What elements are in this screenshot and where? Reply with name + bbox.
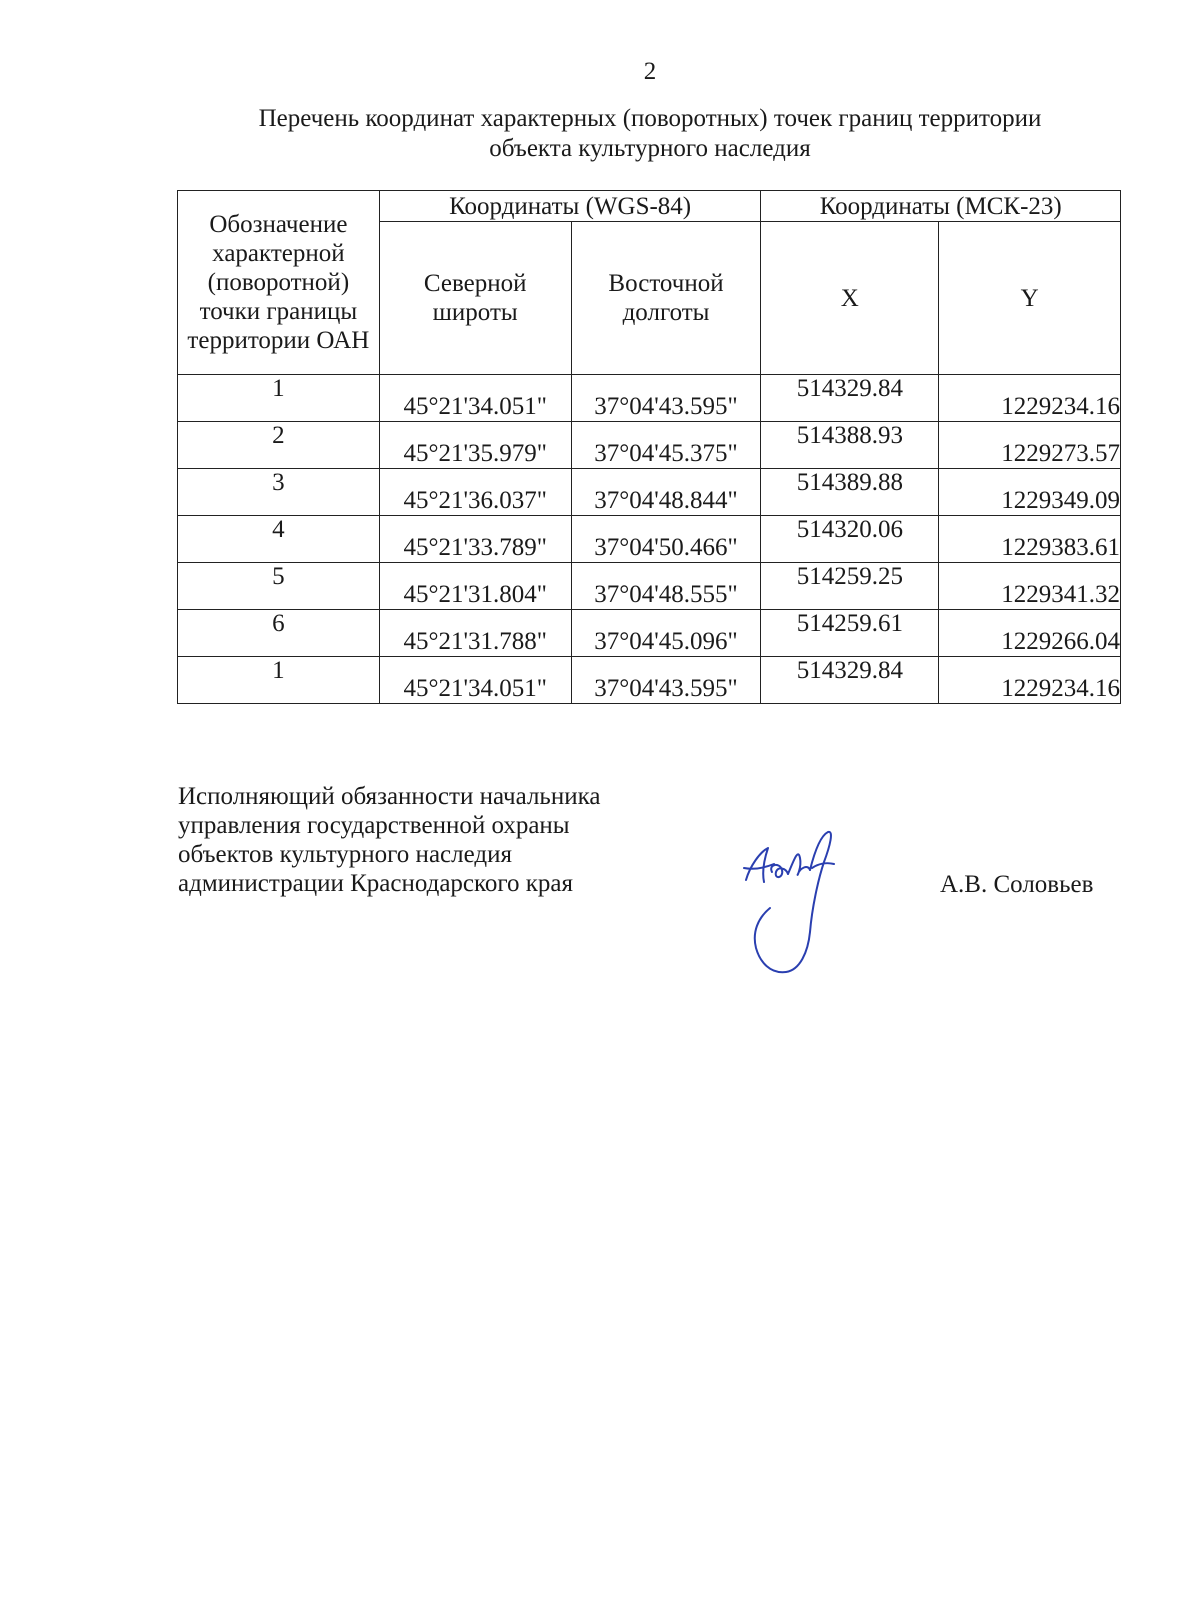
cell-longitude: 37°04'45.096"	[571, 610, 761, 657]
cell-point: 1	[178, 657, 380, 704]
table-row	[178, 516, 1121, 563]
header-longitude: Восточной долготы	[571, 222, 761, 375]
header-point-designation: Обозначение характерной (поворотной) точки границы территории ОАН	[178, 191, 380, 375]
cell-point: 6	[178, 610, 380, 657]
header-y: Y	[939, 222, 1121, 375]
coordinates-table	[177, 190, 1121, 704]
cell-y: 1229234.16	[939, 657, 1121, 704]
cell-x: 514259.61	[761, 610, 939, 657]
cell-y: 1229349.09	[939, 469, 1121, 516]
cell-y: 1229383.61	[939, 516, 1121, 563]
cell-x: 514320.06	[761, 516, 939, 563]
table-row	[178, 610, 1121, 657]
cell-latitude: 45°21'35.979"	[379, 422, 571, 469]
cell-x: 514259.25	[761, 563, 939, 610]
table-row	[178, 422, 1121, 469]
cell-latitude: 45°21'31.788"	[379, 610, 571, 657]
cell-point: 4	[178, 516, 380, 563]
table-row	[178, 375, 1121, 422]
cell-y: 1229341.32	[939, 563, 1121, 610]
table-row	[178, 563, 1121, 610]
cell-latitude: 45°21'34.051"	[379, 375, 571, 422]
cell-latitude: 45°21'31.804"	[379, 563, 571, 610]
cell-longitude: 37°04'45.375"	[571, 422, 761, 469]
cell-longitude: 37°04'43.595"	[571, 657, 761, 704]
cell-point: 5	[178, 563, 380, 610]
table-row	[178, 469, 1121, 516]
cell-longitude: 37°04'43.595"	[571, 375, 761, 422]
cell-longitude: 37°04'48.844"	[571, 469, 761, 516]
cell-longitude: 37°04'50.466"	[571, 516, 761, 563]
table-row	[178, 657, 1121, 704]
cell-longitude: 37°04'48.555"	[571, 563, 761, 610]
document-title	[150, 104, 1150, 164]
cell-latitude: 45°21'33.789"	[379, 516, 571, 563]
signer-position-line: объектов культурного наследия	[178, 841, 512, 868]
cell-latitude: 45°21'36.037"	[379, 469, 571, 516]
signer-position-line: Исполняющий обязанности начальника	[178, 783, 601, 810]
page-number: 2	[643, 58, 657, 85]
header-x: X	[761, 222, 939, 375]
cell-point: 2	[178, 422, 380, 469]
table-header-row	[178, 191, 1121, 222]
cell-x: 514389.88	[761, 469, 939, 516]
signature-strokes	[744, 832, 834, 972]
cell-x: 514329.84	[761, 657, 939, 704]
cell-y: 1229273.57	[939, 422, 1121, 469]
cell-point: 1	[178, 375, 380, 422]
header-group-msk23: Координаты (МСК-23)	[761, 191, 1121, 222]
cell-latitude: 45°21'34.051"	[379, 657, 571, 704]
cell-y: 1229266.04	[939, 610, 1121, 657]
cell-x: 514388.93	[761, 422, 939, 469]
signer-position	[178, 782, 778, 898]
signer-position-line: администрации Краснодарского края	[178, 870, 574, 897]
signer-name: А.В. Соловьев	[940, 871, 1094, 898]
handwritten-signature	[738, 828, 848, 978]
title-line-2: объекта культурного наследия	[489, 135, 811, 162]
cell-x: 514329.84	[761, 375, 939, 422]
cell-point: 3	[178, 469, 380, 516]
header-group-wgs84: Координаты (WGS-84)	[379, 191, 761, 222]
signer-position-line: управления государственной охраны	[178, 812, 570, 839]
title-line-1: Перечень координат характерных (поворотных) точек границ территории	[258, 105, 1042, 132]
header-latitude: Северной широты	[379, 222, 571, 375]
cell-y: 1229234.16	[939, 375, 1121, 422]
